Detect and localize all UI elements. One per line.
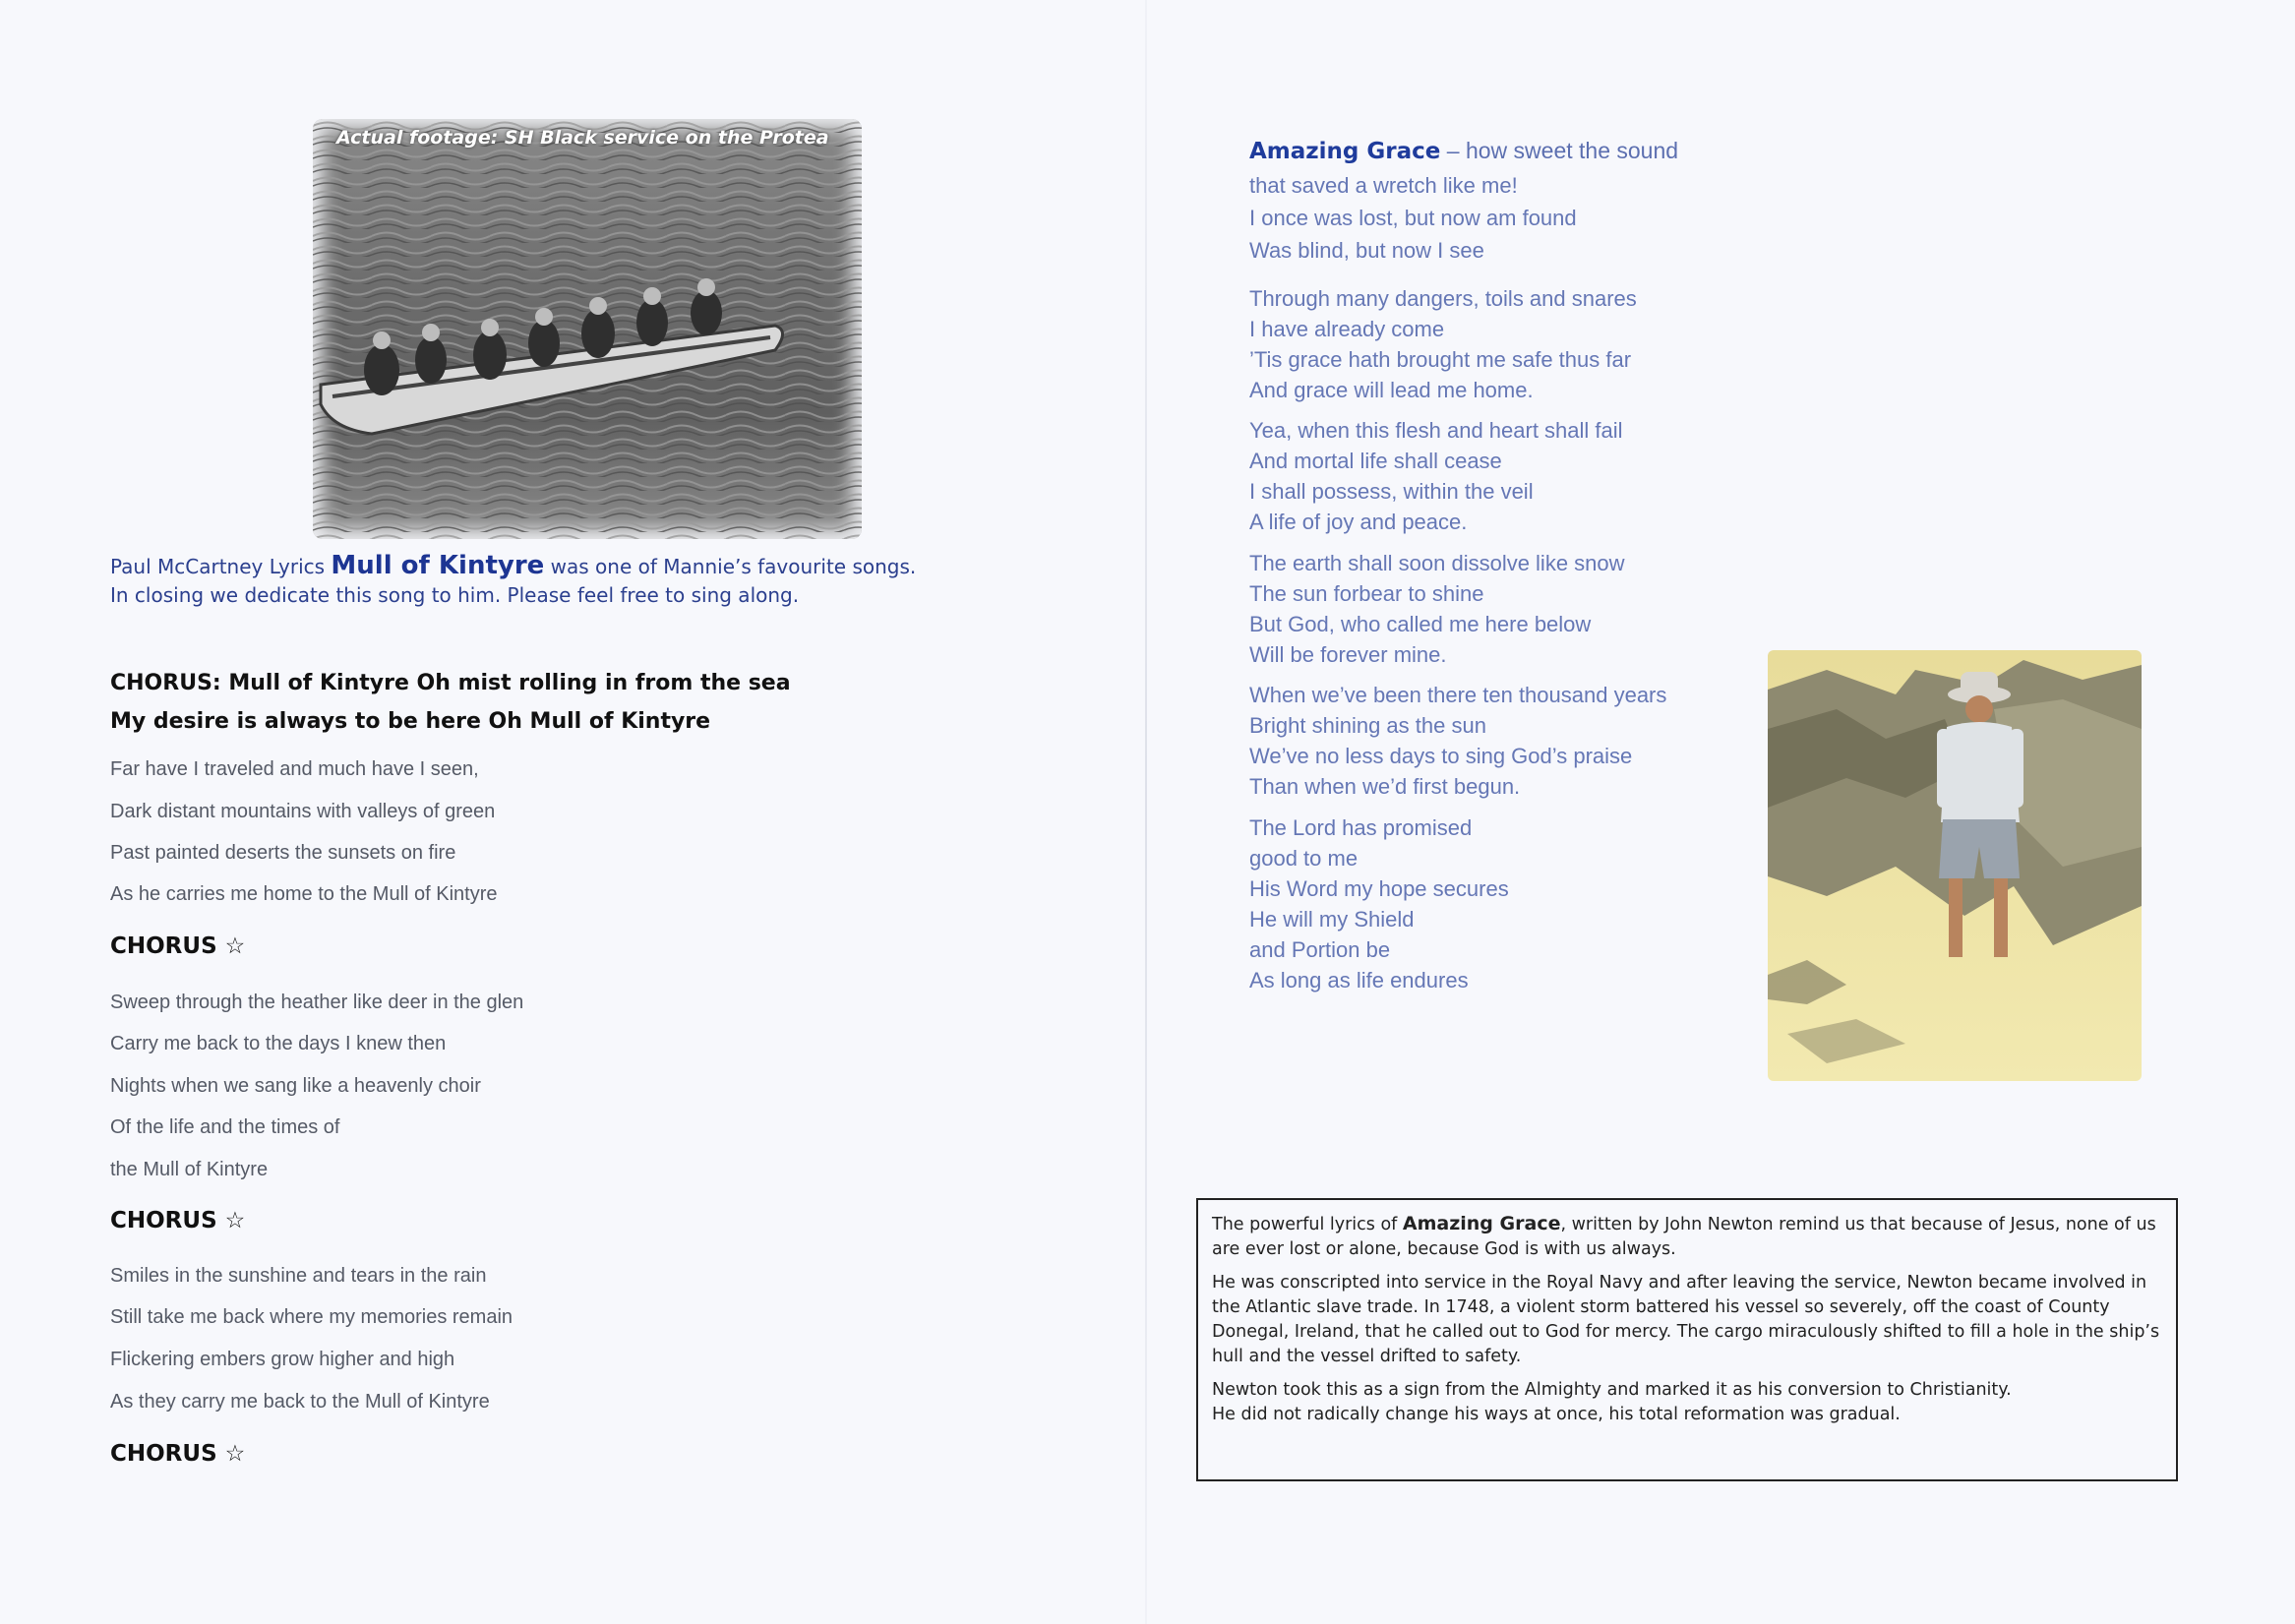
intro-line-2: In closing we dedicate this song to him. Please feel free to sing along. (110, 583, 800, 607)
verse-line: the Mull of Kintyre (110, 1159, 269, 1180)
hymn-line: The earth shall soon dissolve like snow (1249, 551, 1625, 575)
hymn-line: As long as life endures (1249, 968, 1469, 992)
hymn-line: good to me (1249, 846, 1359, 871)
man-on-beach-photo (1768, 650, 2142, 1081)
hymn-line: The sun forbear to shine (1249, 581, 1484, 606)
verse-line: Nights when we sang like a heavenly choir (110, 1075, 481, 1097)
verse-line: As he carries me home to the Mull of Kintyre (110, 883, 498, 905)
man-on-beach-image (1768, 650, 2142, 1081)
verse-line: Carry me back to the days I knew then (110, 1033, 447, 1054)
info-paragraph-1 (1212, 1212, 2162, 1262)
song-intro (110, 552, 1094, 610)
intro-song-title: Mull of Kintyre (331, 551, 545, 580)
hymn-line: We’ve no less days to sing God’s praise (1249, 744, 1633, 768)
intro-after: was one of Mannie’s favourite songs. (544, 555, 917, 578)
info-p1-before: The powerful lyrics of (1212, 1215, 1403, 1234)
hymn-line: When we’ve been there ten thousand years (1249, 683, 1667, 707)
hymn-line: And grace will lead me home. (1249, 378, 1534, 402)
boat-photo-image (313, 119, 862, 539)
hymn-line: Yea, when this flesh and heart shall fail (1249, 418, 1623, 443)
verse-line: As they carry me back to the Mull of Kintyre (110, 1391, 490, 1413)
hymn-line: I once was lost, but now am found (1249, 206, 1577, 230)
hymn-line: His Word my hope secures (1249, 876, 1509, 901)
hymn-first-line-rest: – how sweet the sound (1440, 138, 1679, 163)
page-fold (1145, 0, 1147, 1624)
hymn-line: Was blind, but now I see (1249, 238, 1484, 263)
chorus-line: My desire is always to be here Oh Mull of Kintyre (110, 709, 711, 734)
verse-line: Of the life and the times of (110, 1116, 340, 1138)
hymn-title: Amazing Grace (1249, 139, 1441, 164)
verse-line: Smiles in the sunshine and tears in the rain (110, 1265, 487, 1287)
info-paragraph-2: He was conscripted into service in the Royal Navy and after leaving the service, Newton became involved in the Atlantic slave trade. In 1748, a violent storm battered his vessel so severely, off the coast of County Donegal, Ireland, that he called out to God for mercy. The cargo miraculously shifted to fill a hole in the ship’s hull and the vessel drifted to safety. (1212, 1273, 2160, 1366)
hymn-first-line (1249, 138, 1678, 164)
verse-line: Sweep through the heather like deer in the glen (110, 992, 524, 1013)
hymn-line: And mortal life shall cease (1249, 449, 1502, 473)
newton-info-box (1196, 1198, 2178, 1481)
chorus-block (110, 664, 1094, 741)
hymn-line: ’Tis grace hath brought me safe thus far (1249, 347, 1632, 372)
info-p1-bold: Amazing Grace (1402, 1213, 1561, 1234)
intro-before: Paul McCartney Lyrics (110, 555, 332, 578)
hymn-line: and Portion be (1249, 937, 1391, 962)
info-paragraph-4: He did not radically change his ways at once, his total reformation was gradual. (1212, 1405, 1901, 1424)
hymn-line: Than when we’d first begun. (1249, 774, 1521, 799)
verse-line: Past painted deserts the sunsets on fire (110, 842, 456, 864)
hymn-line: Through many dangers, toils and snares (1249, 286, 1637, 311)
hymn-line: He will my Shield (1249, 907, 1415, 932)
info-paragraph-3: Newton took this as a sign from the Almighty and marked it as his conversion to Christianity. (1212, 1380, 2012, 1400)
chorus-tag: CHORUS ☆ (110, 1441, 246, 1467)
photo-caption: Actual footage: SH Black service on the Protea (336, 127, 829, 149)
chorus-line: CHORUS: Mull of Kintyre Oh mist rolling in from the sea (110, 671, 791, 695)
verse-line: Flickering embers grow higher and high (110, 1349, 455, 1370)
boat-photo (313, 119, 862, 539)
hymn-line: I have already come (1249, 317, 1445, 341)
verse-line: Far have I traveled and much have I seen, (110, 758, 479, 780)
intro-line-1 (110, 552, 1094, 581)
hymn-line: But God, who called me here below (1249, 612, 1592, 636)
hymn-line: A life of joy and peace. (1249, 510, 1468, 534)
chorus-tag: CHORUS ☆ (110, 1208, 246, 1233)
hymn-line: Bright shining as the sun (1249, 713, 1486, 738)
verse-line: Dark distant mountains with valleys of green (110, 801, 496, 822)
verse-line: Still take me back where my memories remain (110, 1306, 513, 1328)
hymn-line: Will be forever mine. (1249, 642, 1447, 667)
hymn-line: I shall possess, within the veil (1249, 479, 1534, 504)
chorus-tag: CHORUS ☆ (110, 933, 246, 959)
hymn-line: The Lord has promised (1249, 815, 1473, 840)
info-p1-after: , written by John Newton remind us that because of Jesus, none of us are ever lost or alone, because God is with us always. (1212, 1215, 2156, 1259)
hymn-line: that saved a wretch like me! (1249, 173, 1518, 198)
